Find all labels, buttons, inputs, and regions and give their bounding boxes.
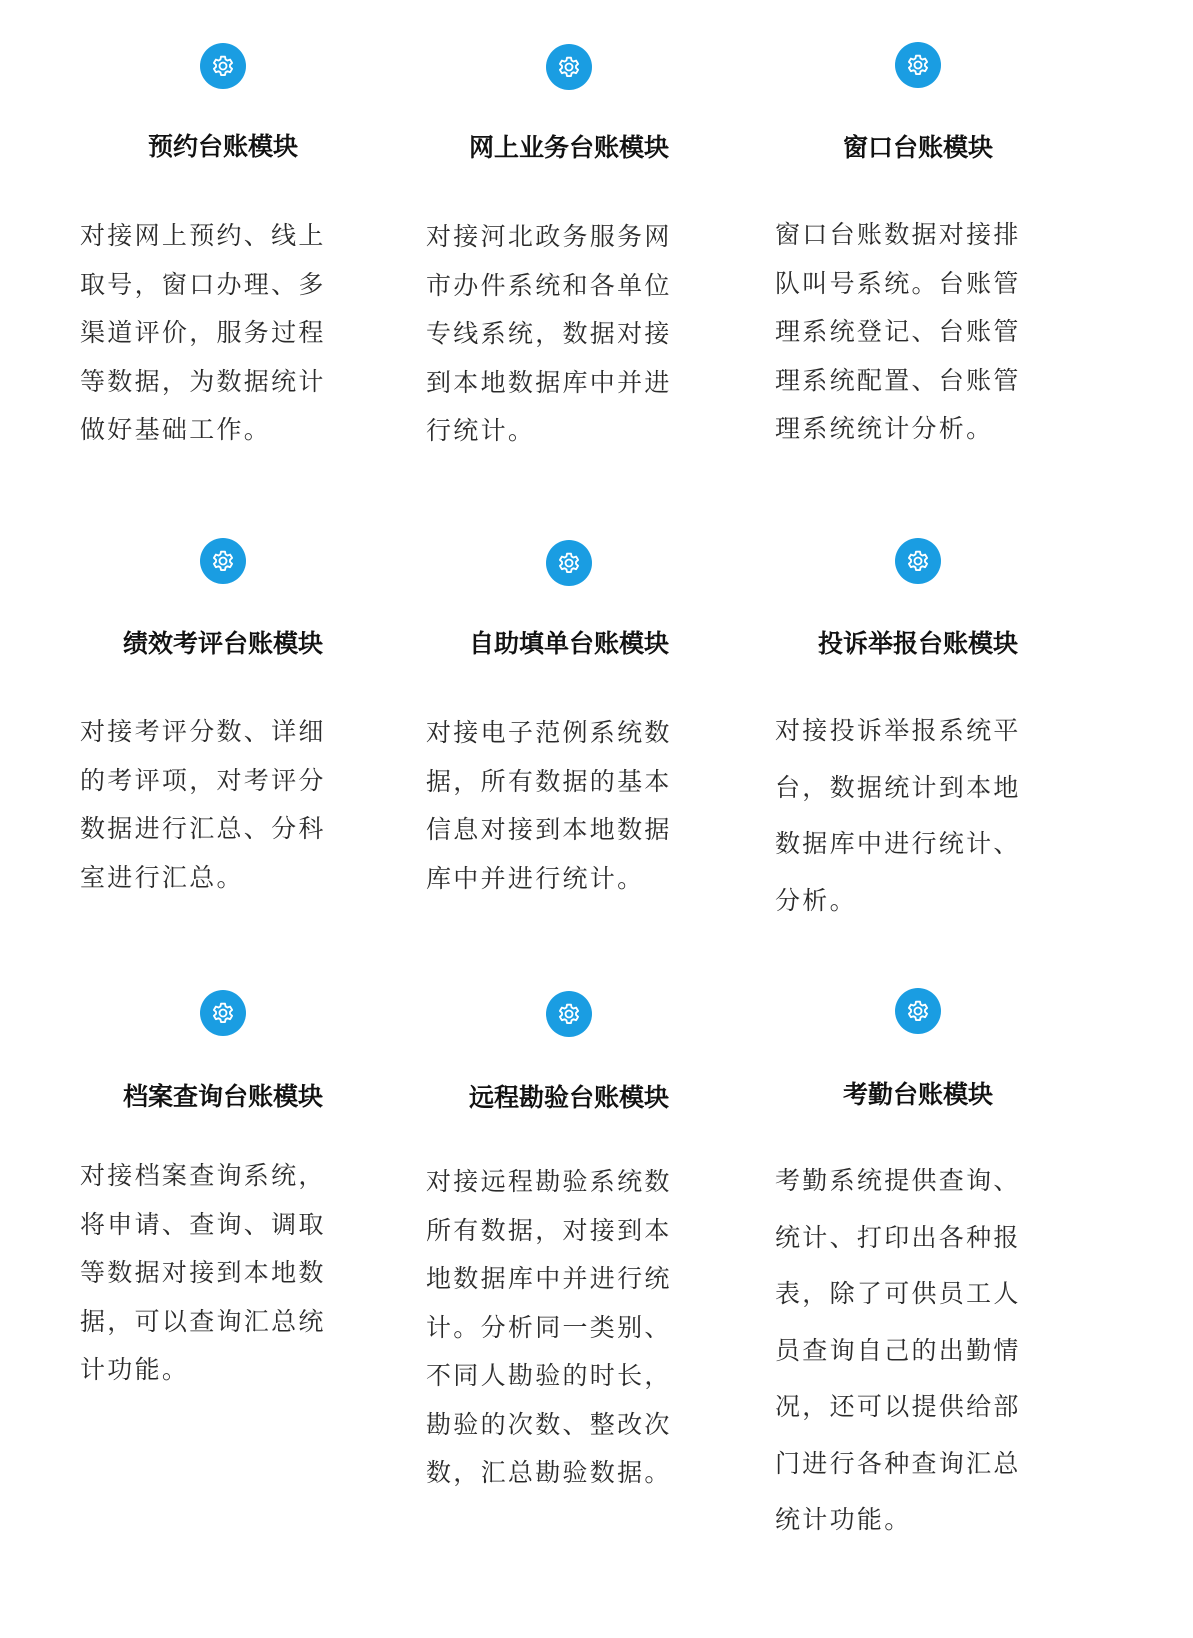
module-description: 对接考评分数、详细的考评项，对考评分数据进行汇总、分科室进行汇总。: [80, 717, 326, 892]
module-description: 对接远程勘验系统数所有数据，对接到本地数据库中并进行统计。分析同一类别、不同人勘验的时长，勘验的次数、整改次数，汇总勘验数据。: [426, 1167, 672, 1487]
module-title: 档案查询台账模块: [122, 1082, 323, 1111]
module-title: 预约台账模块: [147, 132, 298, 161]
module-description: 对接河北政务服务网市办件系统和各单位专线系统，数据对接到本地数据库中并进行统计。: [426, 222, 672, 445]
gear-icon: [200, 538, 246, 584]
module-title: 网上业务台账模块: [468, 133, 669, 162]
module-title: 绩效考评台账模块: [122, 629, 323, 658]
module-title: 投诉举报台账模块: [817, 629, 1018, 658]
module-description: 对接网上预约、线上取号，窗口办理、多渠道评价，服务过程等数据，为数据统计做好基础工作。: [80, 221, 326, 444]
gear-icon: [546, 991, 592, 1037]
gear-icon: [895, 538, 941, 584]
module-description: 窗口台账数据对接排队叫号系统。台账管理系统登记、台账管理系统配置、台账管理系统统计分析。: [775, 220, 1021, 443]
gear-icon: [200, 990, 246, 1036]
module-description: 对接投诉举报系统平台，数据统计到本地数据库中进行统计、分析。: [775, 716, 1021, 915]
gear-icon: [546, 540, 592, 586]
gear-icon: [895, 988, 941, 1034]
module-title: 考勤台账模块: [842, 1080, 993, 1109]
gear-icon: [895, 42, 941, 88]
module-description: 考勤系统提供查询、统计、打印出各种报表，除了可供员工人员查询自己的出勤情况，还可以提供给部门进行各种查询汇总统计功能。: [775, 1166, 1021, 1534]
module-description: 对接电子范例系统数据，所有数据的基本信息对接到本地数据库中并进行统计。: [426, 718, 672, 893]
module-title: 自助填单台账模块: [468, 629, 669, 658]
gear-icon: [546, 44, 592, 90]
module-title: 窗口台账模块: [842, 133, 993, 162]
module-description: 对接档案查询系统，将申请、查询、调取等数据对接到本地数据，可以查询汇总统计功能。: [80, 1161, 326, 1384]
module-title: 远程勘验台账模块: [468, 1083, 669, 1112]
gear-icon: [200, 43, 246, 89]
